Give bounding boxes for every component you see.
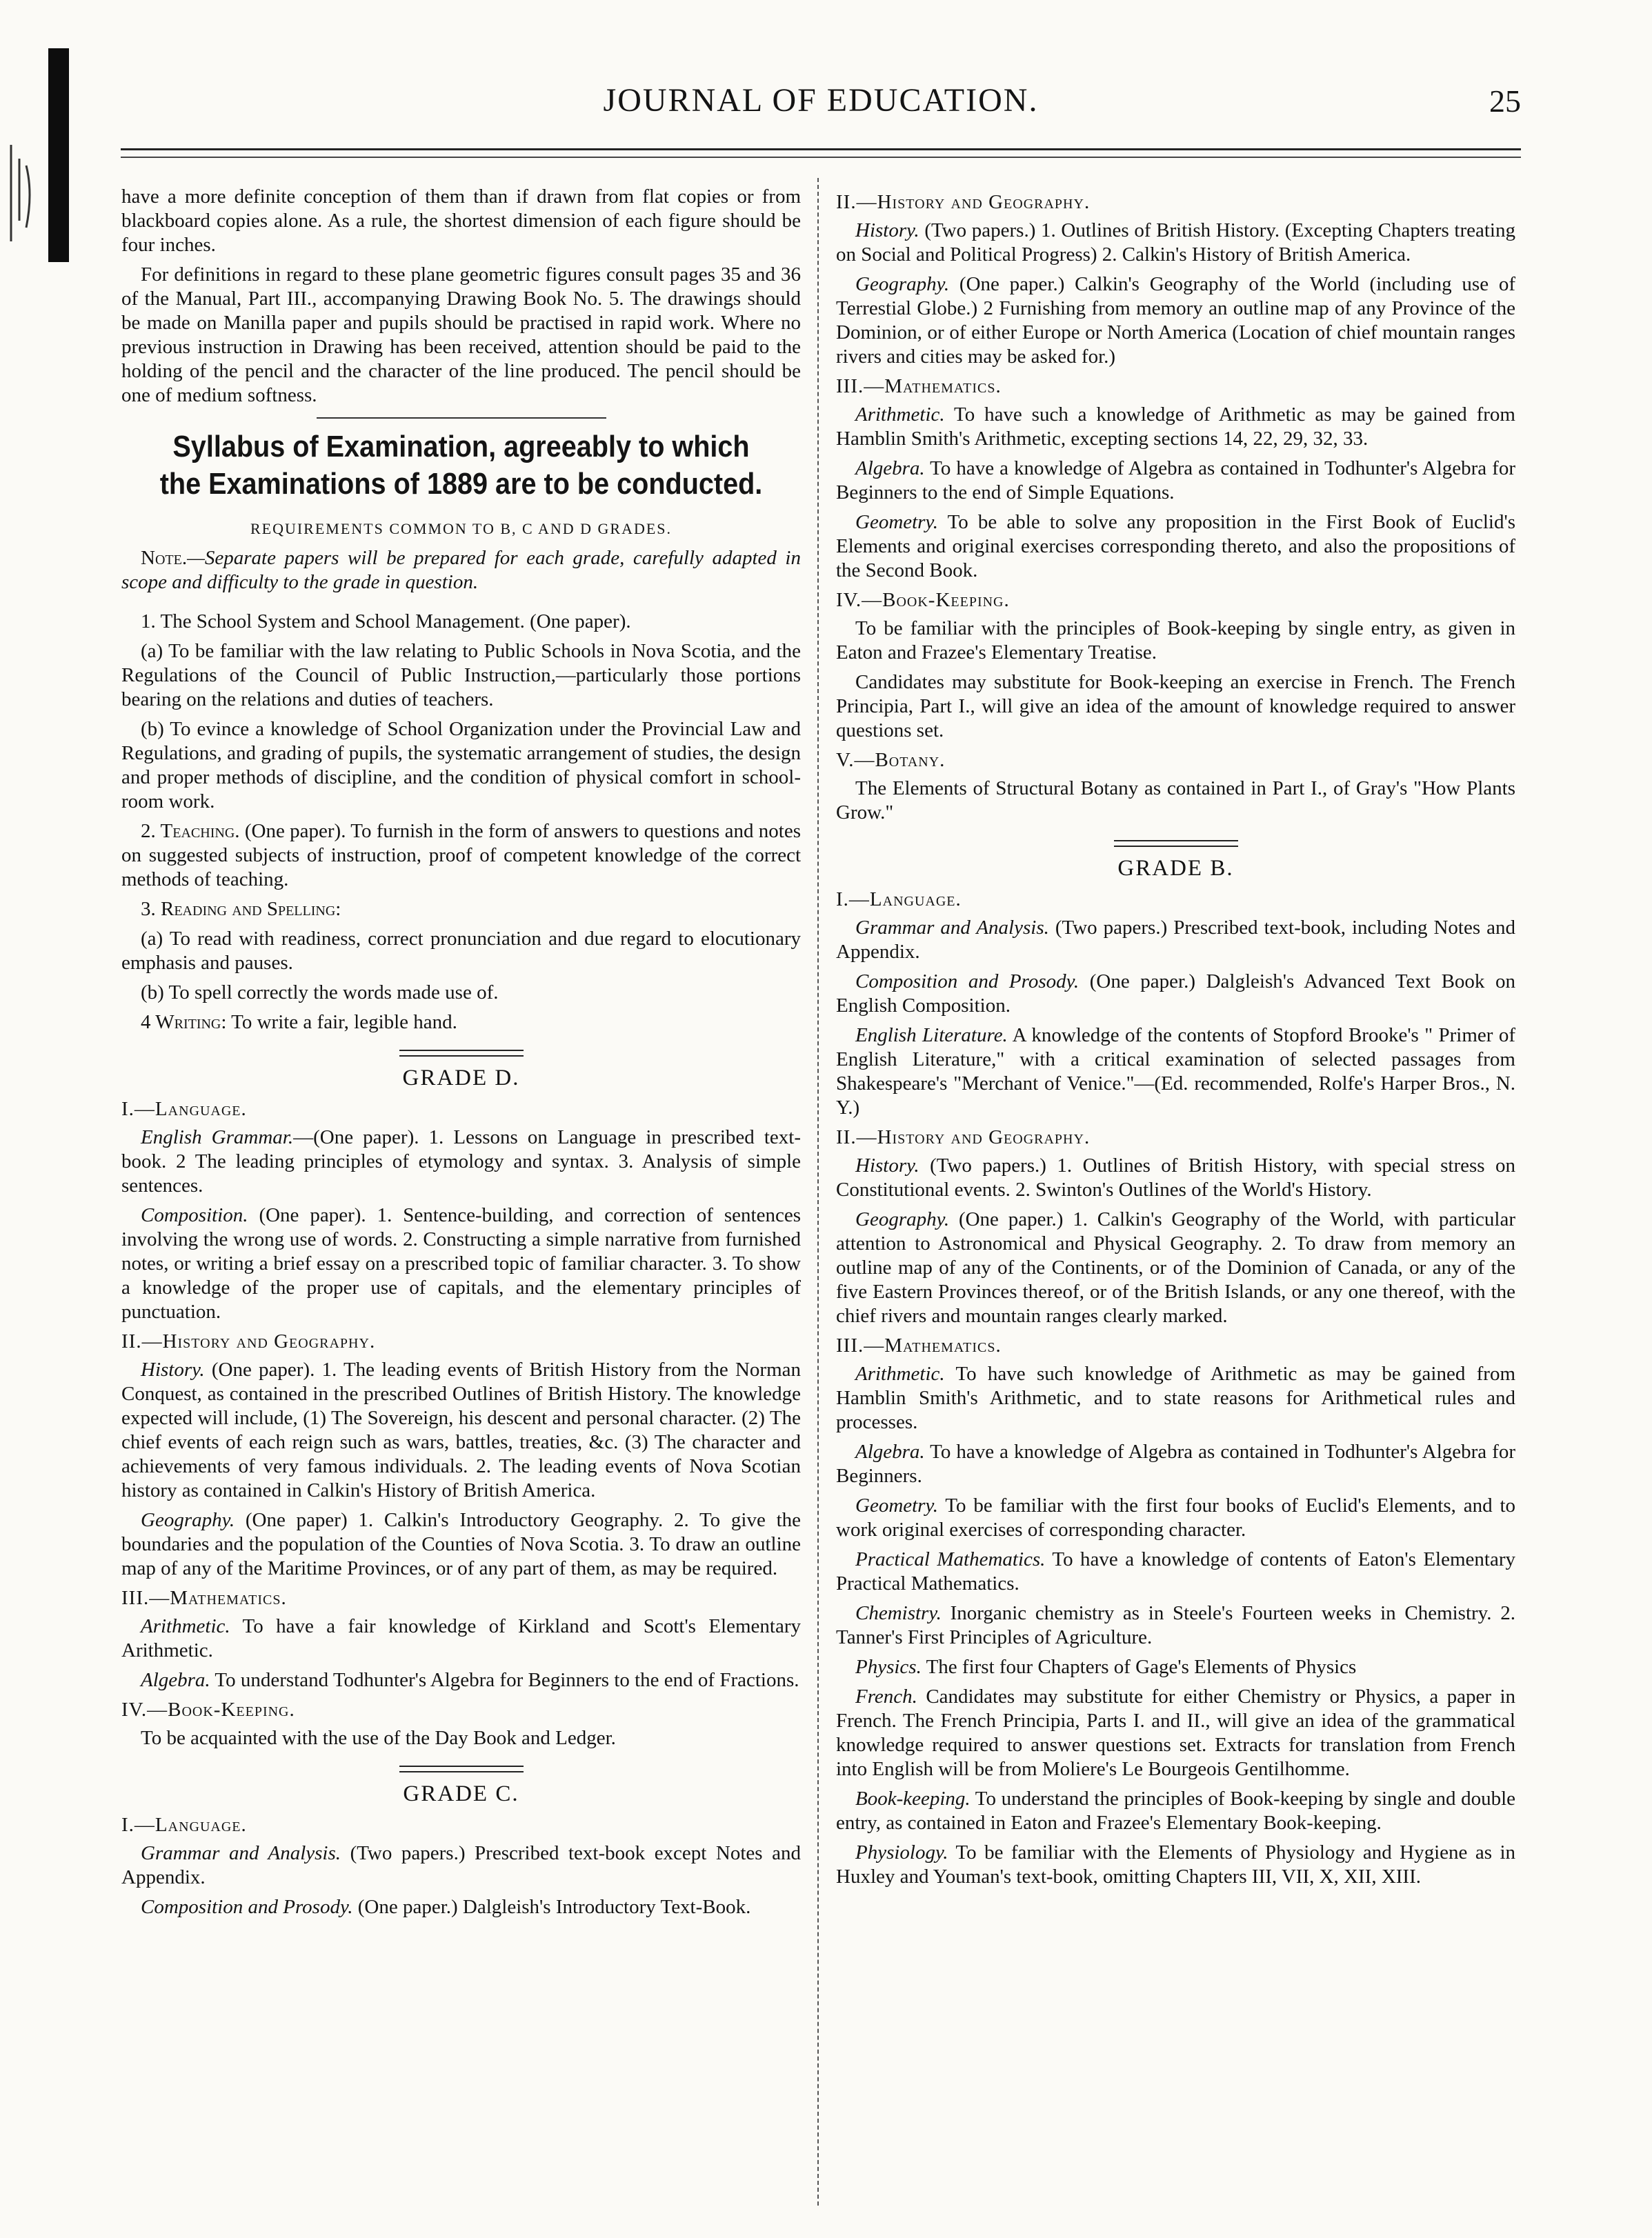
topic-text: To have a knowledge of Algebra as contained in Todhunter's Algebra for Beginners to the end of Simple Equations. [836, 457, 1515, 503]
topic-text: To be able to solve any proposition in the First Book of Euclid's Elements and original exercises corresponding thereto, and also the propositions of the Second Book. [836, 511, 1515, 581]
note-label: Note. [141, 547, 188, 569]
paragraph: (b) To spell correctly the words made use of. [141, 981, 499, 1003]
paragraph: (b) To evince a knowledge of School Organization under the Provincial Law and Regulations, and grading of pupils, the systematic arrangement of studies, the design and proper methods of discipline, and the condition of physical comfort in school-room work. [121, 718, 801, 812]
paragraph [121, 1668, 801, 1692]
topic-text: To understand Todhunter's Algebra for Beginners to the end of Fractions. [215, 1669, 799, 1691]
topic-label: Composition and Prosody. [141, 1896, 353, 1918]
paragraph [836, 1685, 1515, 1781]
section-heading: IV.—Book-Keeping. [836, 589, 1010, 611]
topic-text: (One paper.) Calkin's Geography of the World (including use of Terrestial Globe.) 2 Furnishing from memory an outline map of any Province of the Dominion, or of either Europe or North America (Location of chief mountain ranges rivers and cities may be asked for.) [836, 273, 1516, 368]
grade-rule [399, 1766, 524, 1772]
section-heading: I.—Language. [121, 1814, 247, 1836]
writing-text: To write a fair, legible hand. [231, 1011, 457, 1033]
paragraph: To be acquainted with the use of the Day Book and Ledger. [141, 1727, 616, 1749]
divider [317, 417, 606, 419]
topic-text: (One paper). 1. Sentence-building, and correction of sentences involving the wrong use of words. 2. Constructing a simple narrative from furnished notes, or writing a brief essay on a prescribed topic of familiar character. 3. To show a knowledge of the proper use of capitals, and the elementary principles of punctuation. [121, 1204, 802, 1323]
paragraph [836, 219, 1515, 267]
topic-label: English Grammar. [141, 1126, 294, 1148]
paragraph: The Elements of Structural Botany as contained in Part I., of Gray's "How Plants Grow." [836, 777, 1515, 823]
paragraph [836, 1841, 1515, 1889]
paragraph [836, 1787, 1515, 1835]
paragraph [121, 1010, 801, 1035]
paragraph [836, 1655, 1515, 1679]
topic-text: (One paper.) 1. Calkin's Geography of the World, with particular attention to Astronomical and Physical Geography. 2. To draw from memory an outline map of any of the Continents, or of the Dominion of Canada, or any of the five Eastern Provinces thereof, or of the British Islands, or any one thereof, with the chief rivers and mountain ranges clearly marked. [836, 1208, 1515, 1327]
topic-label: Geography. [141, 1509, 235, 1531]
paragraph [836, 1440, 1515, 1488]
teaching-text: (One paper). To furnish in the form of answers to questions and notes on suggested subjects of instruction, proof of competent knowledge of the correct methods of teaching. [121, 820, 801, 890]
section-heading: III.—Mathematics. [121, 1587, 287, 1609]
topic-text: To have a knowledge of contents of Eaton's Elementary Practical Mathematics. [836, 1548, 1515, 1595]
topic-text: (Two papers.) Prescribed text-book except Notes and Appendix. [121, 1842, 801, 1888]
topic-label: Arithmetic. [855, 403, 945, 426]
section-heading: I.—Language. [836, 888, 962, 910]
topic-label: Grammar and Analysis. [141, 1842, 341, 1864]
topic-label: History. [141, 1359, 205, 1381]
paragraph [121, 1358, 801, 1503]
paragraph [836, 1362, 1515, 1435]
page-number: 25 [1489, 83, 1521, 119]
topic-text: (One paper) 1. Calkin's Introductory Geography. 2. To give the boundaries and the population of the Counties of Nova Scotia. 3. To draw an outline map of any of the Maritime Provinces, or of any part of them, as may be required. [121, 1509, 801, 1579]
section-heading: III.—Mathematics. [836, 375, 1002, 397]
topic-text: Candidates may substitute for either Chemistry or Physics, a paper in French. The French Principia, Parts I. and II., will give an idea of the grammatical knowledge required to answer questions set. Extracts for translation from French into English will be from Moliere's Le Bourgeois Gentilhomme. [836, 1686, 1515, 1780]
topic-label: Algebra. [141, 1669, 210, 1691]
grade-rule [399, 1050, 524, 1057]
grade-heading: GRADE C. [403, 1781, 519, 1806]
topic-text: To understand the principles of Book-keeping by single and double entry, as contained in Eaton and Frazee's Elementary Book-keeping. [836, 1788, 1515, 1834]
note [121, 546, 801, 595]
header-rule [121, 148, 1521, 158]
paragraph [836, 1548, 1515, 1596]
paragraph [836, 916, 1515, 964]
topic-label: History. [855, 219, 919, 241]
topic-label: Geometry. [855, 511, 938, 533]
paragraph: For definitions in regard to these plane geometric figures consult pages 35 and 36 of the Manual, Part III., accompanying Drawing Book No. 5. The drawings should be made on Manilla paper and pupils should be practised in rapid work. Where no previous instruction in Drawing has been received, attention should be paid to the holding of the pencil and the character of the line produced. The pencil should be one of medium softness. [121, 263, 801, 406]
requirements-heading: REQUIREMENTS COMMON TO B, C AND D GRADES. [250, 520, 673, 537]
paragraph [836, 510, 1515, 583]
grade-heading: GRADE D. [402, 1066, 520, 1090]
paragraph [121, 1126, 801, 1198]
topic-text: (Two papers.) Prescribed text-book, including Notes and Appendix. [836, 917, 1516, 963]
topic-text: (Two papers.) 1. Outlines of British History. (Excepting Chapters treating on Social and Political Progress) 2. Calkin's History of British America. [836, 219, 1515, 266]
section-label: 3. Reading and Spelling: [141, 898, 341, 920]
page-header [121, 81, 1521, 130]
topic-label: Physics. [855, 1656, 922, 1678]
syllabus-title: Syllabus of Examination, agreeably to which the Examinations of 1889 are to be conducted. [159, 430, 763, 501]
note-text: —Separate papers will be prepared for each grade, carefully adapted in scope and difficulty to the grade in question. [121, 547, 801, 593]
topic-text: To be familiar with the Elements of Physiology and Hygiene as in Huxley and Youman's text-book, omitting Chapters III, VII, X, XII, XIII. [836, 1841, 1515, 1888]
topic-text: (Two papers.) 1. Outlines of British History, with special stress on Constitutional events. 2. Swinton's Outlines of the World's History. [836, 1155, 1515, 1201]
topic-label: English Literature. [855, 1024, 1008, 1046]
paragraph [121, 1615, 801, 1663]
topic-text: To have a fair knowledge of Kirkland and Scott's Elementary Arithmetic. [121, 1615, 801, 1661]
running-head: JOURNAL OF EDUCATION. [603, 82, 1039, 119]
paragraph: (a) To read with readiness, correct pronunciation and due regard to elocutionary emphasis and pauses. [121, 928, 801, 974]
topic-label: Geography. [855, 1208, 950, 1230]
topic-text: To have such a knowledge of Arithmetic as may be gained from Hamblin Smith's Arithmetic, excepting sections 14, 22, 29, 32, 33. [836, 403, 1515, 450]
teaching-label: 2. Teaching. [141, 820, 240, 842]
paragraph [121, 1508, 801, 1581]
paragraph [121, 819, 801, 892]
topic-label: Arithmetic. [141, 1615, 230, 1637]
paragraph [836, 970, 1515, 1018]
column-divider [817, 178, 819, 2206]
topic-label: Book-keeping. [855, 1788, 971, 1810]
topic-label: Geometry. [855, 1495, 938, 1517]
topic-text: To have such knowledge of Arithmetic as may be gained from Hamblin Smith's Arithmetic, and to state reasons for Arithmetical rules and processes. [836, 1363, 1515, 1433]
right-column [836, 185, 1515, 1895]
section-heading: II.—History and Geography. [121, 1330, 376, 1352]
writing-label: 4 Writing: [141, 1011, 227, 1033]
section-heading: II.—History and Geography. [836, 1126, 1091, 1148]
topic-label: History. [855, 1155, 919, 1177]
topic-label: Arithmetic. [855, 1363, 945, 1385]
paragraph [836, 1494, 1515, 1542]
topic-label: Algebra. [855, 1441, 925, 1463]
paragraph [836, 1023, 1515, 1120]
paragraph [121, 1203, 801, 1324]
grade-heading: GRADE B. [1117, 856, 1234, 881]
paragraph: To be familiar with the principles of Book-keeping by single entry, as given in Eaton and Frazee's Elementary Treatise. [836, 617, 1515, 663]
section-heading: I.—Language. [121, 1098, 247, 1120]
paragraph: (a) To be familiar with the law relating to Public Schools in Nova Scotia, and the Regulations of the Council of Public Instruction,—particularly those portions bearing on the relations and duties of teachers. [121, 640, 801, 710]
topic-label: Geography. [855, 273, 950, 295]
paragraph: 1. The School System and School Management. (One paper). [141, 610, 631, 632]
topic-label: Physiology. [855, 1841, 948, 1864]
topic-label: Composition. [141, 1204, 248, 1226]
grade-rule [1114, 840, 1238, 847]
paragraph [836, 1208, 1515, 1328]
topic-label: French. [855, 1686, 917, 1708]
topic-label: Algebra. [855, 457, 925, 479]
paragraph [121, 1895, 801, 1919]
topic-label: Grammar and Analysis. [855, 917, 1049, 939]
paragraph [836, 403, 1515, 451]
topic-text: To have a knowledge of Algebra as contained in Todhunter's Algebra for Beginners. [836, 1441, 1515, 1487]
paragraph [121, 1841, 801, 1890]
left-column [121, 185, 801, 1925]
topic-text: To be familiar with the first four books of Euclid's Elements, and to work original exercises of corresponding character. [836, 1495, 1516, 1541]
section-heading: III.—Mathematics. [836, 1335, 1002, 1357]
section-heading: V.—Botany. [836, 749, 946, 771]
topic-text: (One paper.) Dalgleish's Introductory Text-Book. [357, 1896, 751, 1918]
topic-label: Practical Mathematics. [855, 1548, 1046, 1570]
paragraph [836, 1601, 1515, 1650]
paragraph [836, 1154, 1515, 1202]
topic-label: Chemistry. [855, 1602, 942, 1624]
paragraph: Candidates may substitute for Book-keeping an exercise in French. The French Principia, Part I., will give an idea of the amount of knowledge required to answer questions set. [836, 671, 1515, 741]
section-heading: IV.—Book-Keeping. [121, 1699, 295, 1721]
topic-text: (One paper). 1. The leading events of British History from the Norman Conquest, as contained in the prescribed Outlines of British History. The knowledge expected will include, (1) The Sovereign, his descent and personal character. (2) The chief events of each reign such as wars, battles, treaties, &c. (3) The character and achievements of very famous individuals. 2. The leading events of Nova Scotian history as contained in Calkin's History of British America. [121, 1359, 802, 1501]
topic-label: Composition and Prosody. [855, 970, 1079, 992]
margin-mark [6, 138, 41, 248]
topic-text: The first four Chapters of Gage's Elements of Physics [926, 1656, 1357, 1678]
topic-text: Inorganic chemistry as in Steele's Fourteen weeks in Chemistry. 2. Tanner's First Principles of Agriculture. [836, 1602, 1515, 1648]
paragraph [836, 457, 1515, 505]
topic-text: (One paper.) Dalgleish's Advanced Text Book on English Composition. [836, 970, 1515, 1017]
paragraph [836, 272, 1515, 369]
binding-edge [48, 48, 69, 262]
topic-text: A knowledge of the contents of Stopford Brooke's " Primer of English Literature," with a critical examination of selected passages from Shakespeare's "Merchant of Venice."—(Ed. recommended, Rolfe's Harper Bros., N. Y.) [836, 1024, 1515, 1119]
section-heading: II.—History and Geography. [836, 191, 1091, 213]
topic-text: —(One paper). 1. Lessons on Language in prescribed text-book. 2 The leading principles of etymology and syntax. 3. Analysis of simple sentences. [121, 1126, 801, 1197]
paragraph: have a more definite conception of them than if drawn from flat copies or from blackboard copies alone. As a rule, the shortest dimension of each figure should be four inches. [121, 186, 801, 256]
